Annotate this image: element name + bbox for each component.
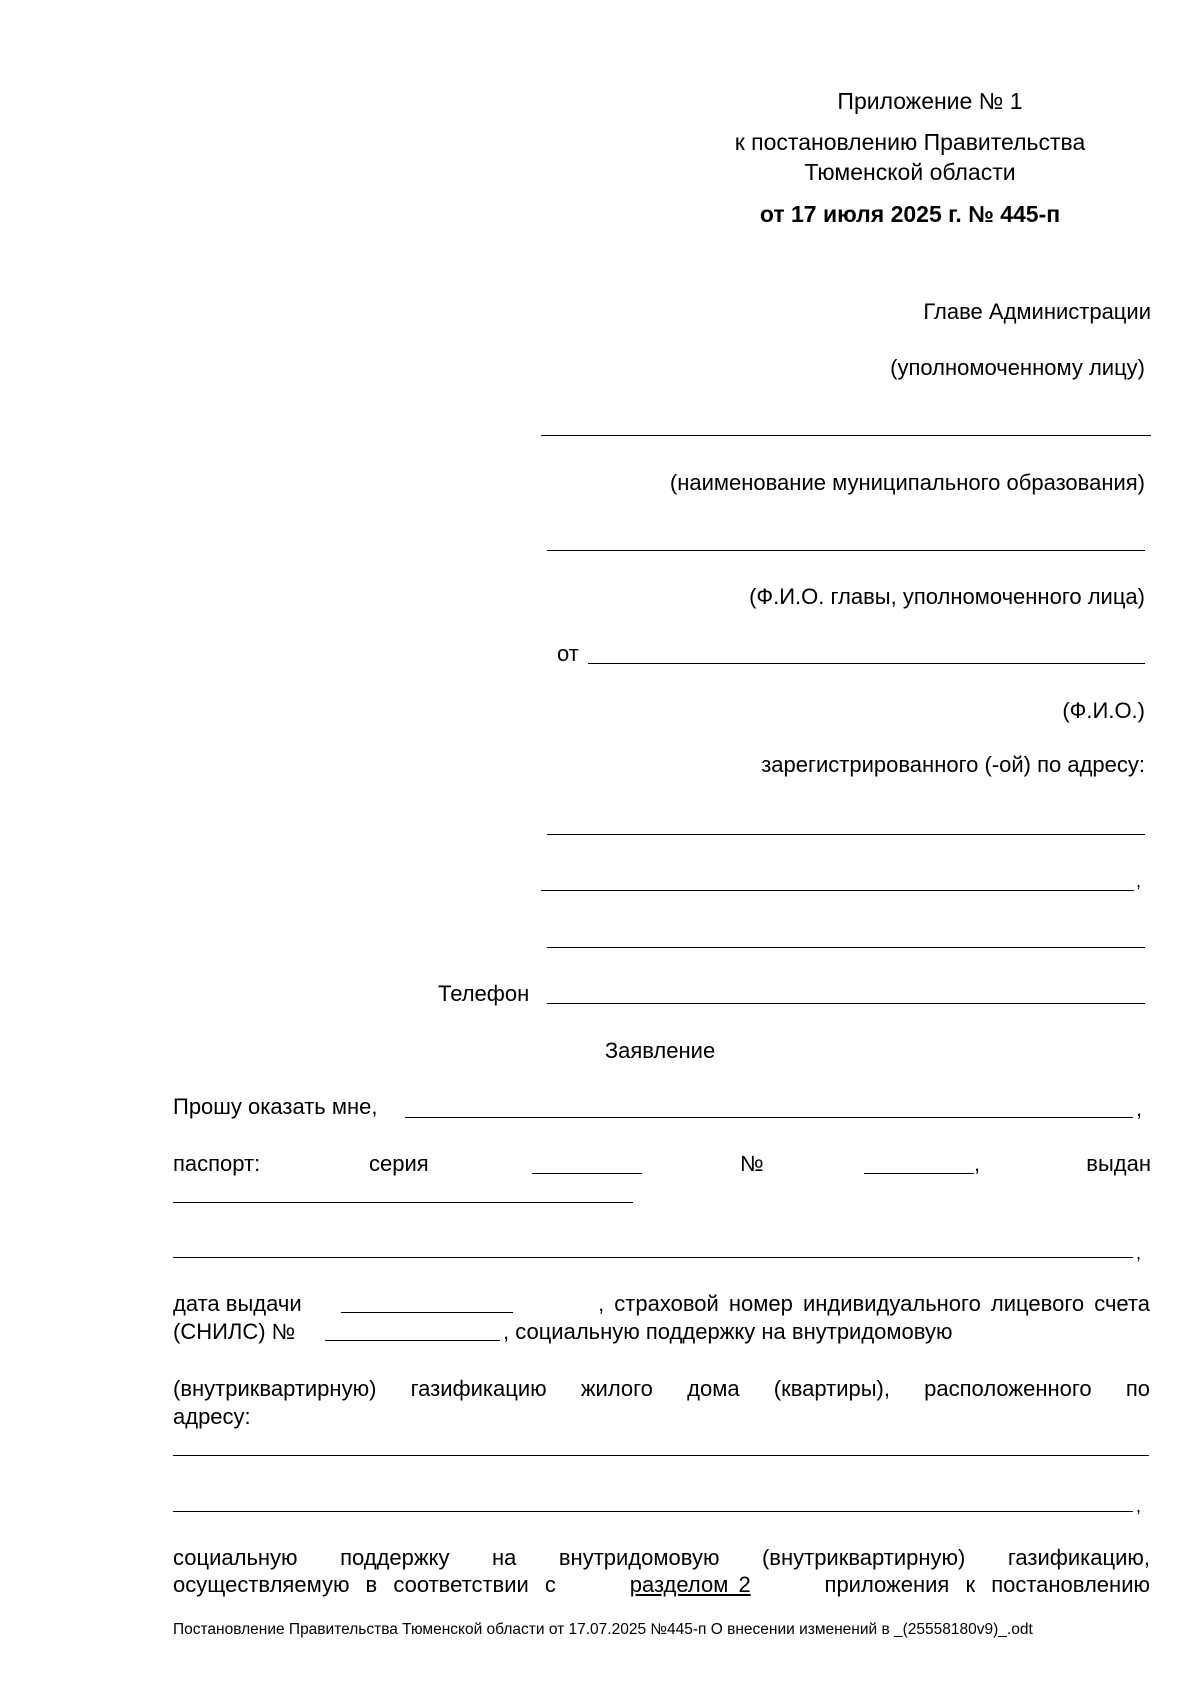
request-comma: , — [1136, 1096, 1143, 1121]
statement-title: Заявление — [604, 1038, 716, 1063]
section-2-link[interactable]: разделом 2 — [629, 1572, 751, 1597]
resolution-date-number: от 17 июля 2025 г. № 445-п — [759, 201, 1061, 227]
registered-address-label: зарегистрированного (-ой) по адресу: — [761, 752, 1145, 777]
house-address-field-line-2[interactable] — [173, 1511, 1133, 1512]
applicant-fio-field-line[interactable] — [588, 663, 1145, 664]
region-name: Тюменской области — [804, 159, 1016, 185]
issue-date-label: дата выдачи — [173, 1291, 302, 1316]
gasification-text-line-2: адресу: — [173, 1404, 251, 1429]
snils-field-line[interactable] — [325, 1340, 500, 1341]
support-type-field-line[interactable] — [405, 1117, 1133, 1118]
fio-hint: (Ф.И.О.) — [1062, 698, 1145, 723]
passport-label: паспорт: — [173, 1151, 261, 1176]
document-footer: Постановление Правительства Тюменской области от 17.07.2025 №445-п О внесении изменений в _(25558180v9)_.odt — [173, 1621, 1033, 1638]
snils-label: (СНИЛС) № — [173, 1319, 296, 1344]
passport-number-field-line[interactable] — [864, 1173, 974, 1174]
passport-issued-label: выдан — [1086, 1151, 1151, 1176]
support-text-line-2 — [173, 1571, 1150, 1598]
snils-tail: , социальную поддержку на внутридомовую — [503, 1319, 953, 1344]
head-name-field-line[interactable] — [547, 550, 1145, 551]
passport-issuer-field-line-2[interactable] — [173, 1257, 1133, 1258]
appendix-title: Приложение № 1 — [837, 88, 1023, 114]
gasification-text-line-1: (внутриквартирную) газификацию жилого дома (квартиры), расположенного по — [173, 1376, 1150, 1401]
address-field-line-1[interactable] — [547, 834, 1145, 835]
municipality-field-line[interactable] — [541, 435, 1151, 436]
snils-intro: , страховой номер индивидуального лицевого счета — [598, 1291, 1150, 1316]
passport-comma: , — [974, 1151, 981, 1176]
address-field-line-2[interactable] — [541, 890, 1134, 891]
support-text-line-1: социальную поддержку на внутридомовую (внутриквартирную) газификацию, — [173, 1545, 1150, 1570]
resolution-reference: к постановлению Правительства — [734, 129, 1086, 155]
addressee-head: Главе Администрации — [923, 299, 1151, 324]
issue-date-field-line[interactable] — [341, 1312, 513, 1313]
addressee-authorized: (уполномоченному лицу) — [890, 355, 1145, 380]
house-address-field-line-1[interactable] — [173, 1455, 1149, 1456]
from-label: от — [557, 641, 579, 666]
phone-field-line[interactable] — [547, 1003, 1145, 1004]
passport-number-label: № — [740, 1151, 764, 1176]
house-address-comma: , — [1136, 1496, 1142, 1516]
head-name-hint: (Ф.И.О. главы, уполномоченного лица) — [749, 584, 1145, 609]
passport-series-field-line[interactable] — [532, 1173, 642, 1174]
support-text-line-2-end: приложения к постановлению — [824, 1572, 1150, 1597]
passport-series-label: серия — [369, 1151, 429, 1176]
passport-issuer-field-line-1[interactable] — [173, 1202, 633, 1203]
address-field-line-3[interactable] — [547, 947, 1145, 948]
support-text-line-2-start: осуществляемую в соответствии с — [173, 1572, 556, 1597]
phone-label: Телефон — [438, 981, 530, 1006]
issuer-comma: , — [1136, 1243, 1142, 1263]
request-prefix: Прошу оказать мне, — [173, 1094, 378, 1119]
municipality-hint: (наименование муниципального образования) — [669, 470, 1145, 495]
address-comma: , — [1136, 871, 1142, 891]
